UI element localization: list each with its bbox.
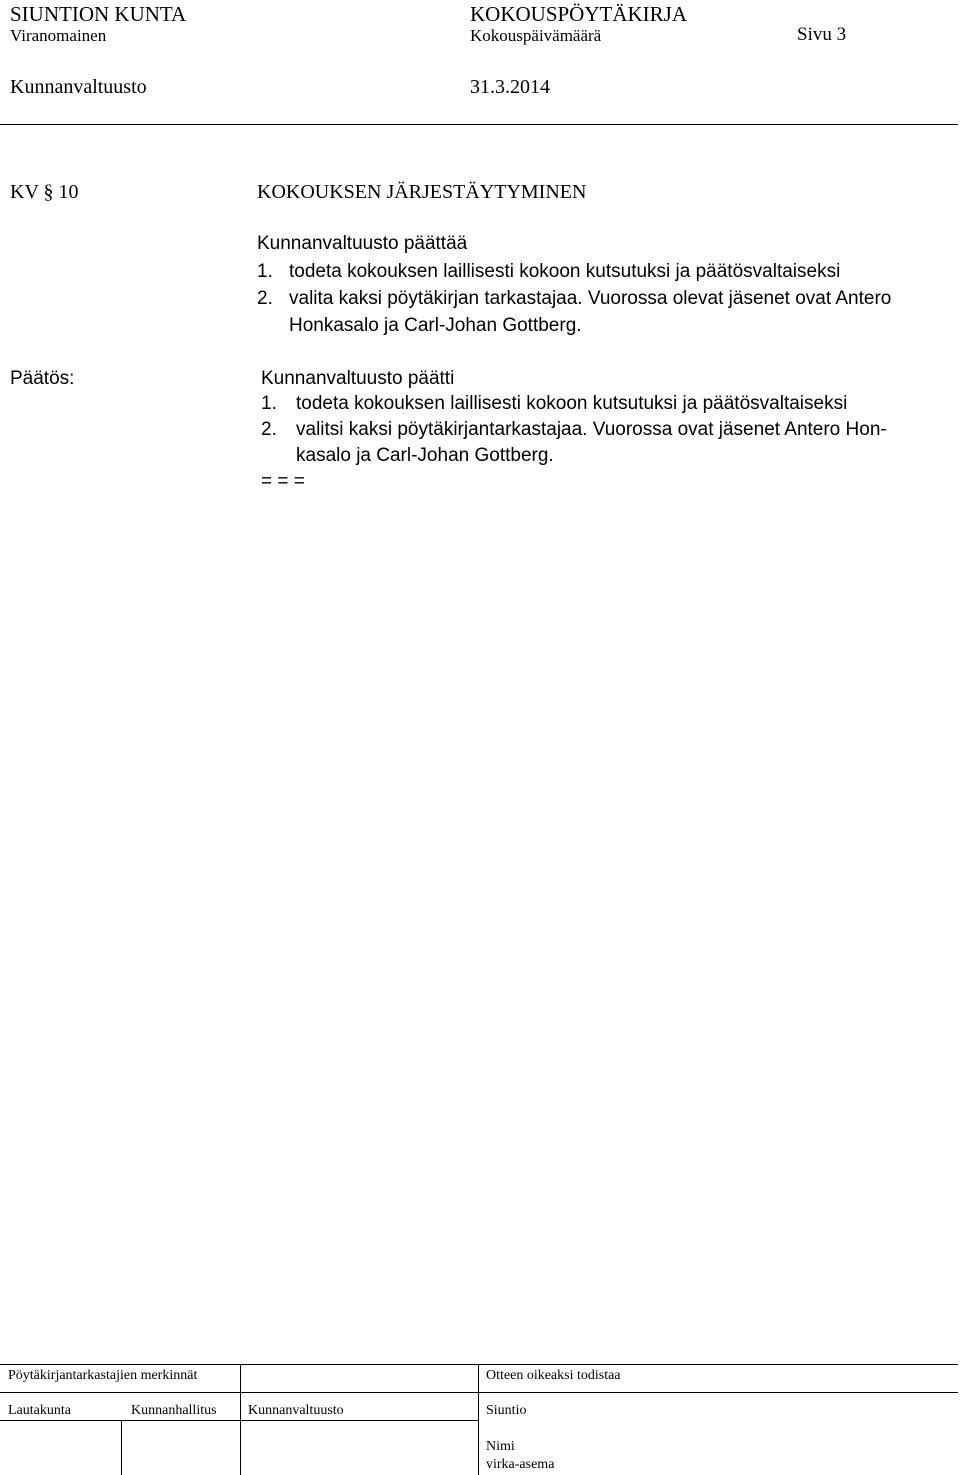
decision-item-1-text: todeta kokouksen laillisesti kokoon kutsutuksi ja päätösvaltaiseksi — [296, 393, 848, 414]
proposal-item-1-number: 1. — [257, 261, 273, 282]
decision-item-2-text-continued: kasalo ja Carl-Johan Gottberg. — [296, 445, 554, 466]
proposal-item-2-number: 2. — [257, 288, 273, 309]
meeting-date-label: Kokouspäivämäärä — [470, 26, 602, 45]
proposal-item-2-text-continued: Honkasalo ja Carl-Johan Gottberg. — [289, 315, 582, 336]
proposal-item-1-text: todeta kokouksen laillisesti kokoon kutsutuksi ja päätösvaltaiseksi — [289, 261, 841, 282]
kunnanhallitus-column: Kunnanhallitus — [131, 1403, 217, 1418]
authority-name: Kunnanvaltuusto — [10, 76, 147, 98]
meeting-date: 31.3.2014 — [470, 76, 550, 98]
end-mark: = = = — [261, 471, 305, 492]
footer-left-divider — [0, 1420, 478, 1421]
proposal-intro: Kunnanvaltuusto päättää — [257, 233, 468, 254]
decision-intro: Kunnanvaltuusto päätti — [261, 368, 455, 389]
footer-col-divider-3 — [478, 1364, 479, 1475]
certification-place: Siuntio — [486, 1403, 527, 1418]
kunnanvaltuusto-column: Kunnanvaltuusto — [248, 1403, 344, 1418]
footer-row-divider — [0, 1392, 958, 1393]
item-number: KV § 10 — [10, 181, 79, 203]
footer-top-border — [0, 1364, 958, 1365]
footer-col-divider-1 — [121, 1420, 122, 1475]
organization-name: SIUNTION KUNTA — [10, 2, 187, 26]
item-title: KOKOUKSEN JÄRJESTÄYTYMINEN — [257, 181, 587, 203]
decision-item-2-number: 2. — [261, 419, 277, 440]
authority-label: Viranomainen — [10, 26, 107, 45]
certified-label: Otteen oikeaksi todistaa — [486, 1368, 621, 1383]
decision-label: Päätös: — [10, 368, 75, 389]
footer-col-divider-2 — [240, 1364, 241, 1475]
decision-item-2-text: valitsi kaksi pöytäkirjantarkastajaa. Vuorossa ovat jäsenet Antero Hon- — [296, 419, 887, 440]
reviewers-label: Pöytäkirjantarkastajien merkinnät — [8, 1368, 198, 1383]
document-type: KOKOUSPÖYTÄKIRJA — [470, 2, 688, 26]
name-label: Nimi — [486, 1439, 515, 1454]
position-label: virka-asema — [486, 1457, 555, 1472]
page-number: Sivu 3 — [797, 24, 847, 45]
lautakunta-column: Lautakunta — [8, 1403, 71, 1418]
proposal-item-2-text: valita kaksi pöytäkirjan tarkastajaa. Vuorossa olevat jäsenet ovat Antero — [289, 288, 892, 309]
decision-item-1-number: 1. — [261, 393, 277, 414]
header-divider — [0, 124, 958, 125]
